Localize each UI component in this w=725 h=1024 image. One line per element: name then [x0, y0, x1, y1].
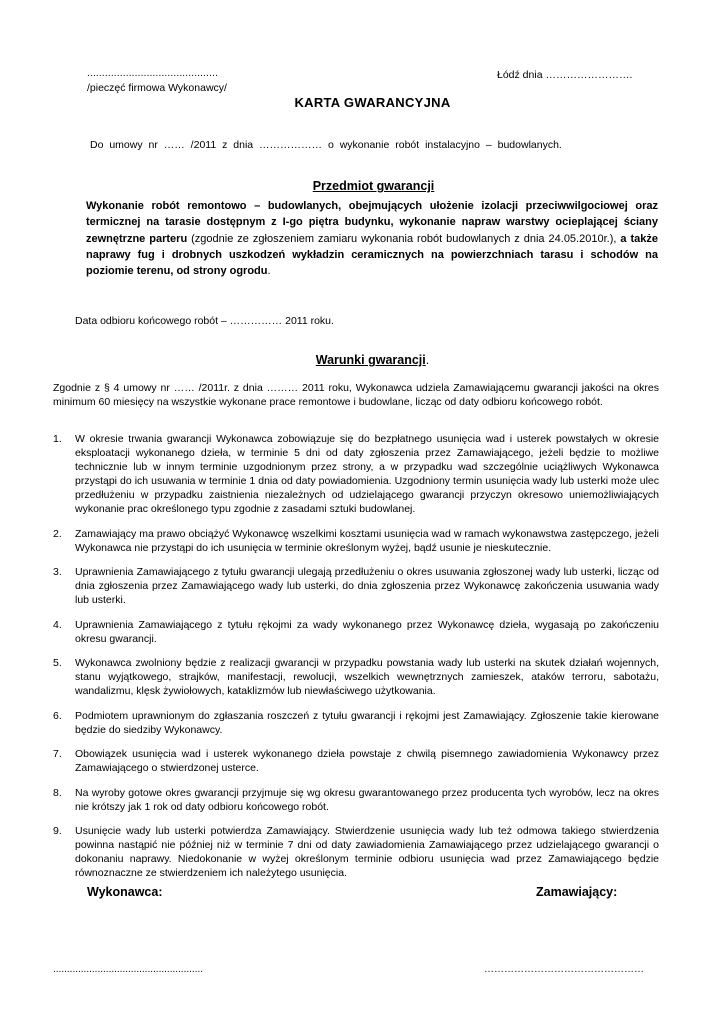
condition-item	[53, 527, 659, 555]
subject-bold-part-1: Wykonanie robót remontowo – budowlanych, obejmujących ułożenie izolacji przeciwwilgociowej oraz termicznej na tarasie dostępnym z I-go piętra budynku, wykonanie napraw warstwy ocieplającej ściany zewnętrzne parteru	[86, 200, 658, 245]
condition-item	[53, 618, 659, 646]
condition-item	[53, 432, 659, 516]
contractor-signature-line: ......................................................	[53, 964, 204, 975]
condition-item	[53, 824, 659, 880]
conditions-intro: Zgodnie z § 4 umowy nr …… /2011r. z dnia ……… 2011 roku, Wykonawca udziela Zamawiającemu gwarancji jakości na okres minimum 60 miesięcy na wszystkie wykonane prace remontowe i budowlane, licząc od daty odbioru końcowego robót.	[53, 382, 659, 408]
condition-item	[53, 656, 659, 698]
condition-text: Na wyroby gotowe okres gwarancji przyjmuje się wg okresu gwarantowanego przez producenta tych wyrobów, lecz na okres nie krótszy jak 1 rok od daty odbioru końcowego robót.	[75, 786, 659, 813]
condition-number: 4.	[53, 618, 62, 631]
condition-number: 8.	[53, 786, 62, 799]
condition-item	[53, 709, 659, 737]
conditions-heading	[0, 353, 725, 367]
condition-number: 6.	[53, 709, 62, 722]
condition-text: Obowiązek usunięcia wad i usterek wykonanego dzieła powstaje z chwilą pisemnego zawiadomienia Wykonawcy przez Zamawiającego o stwierdzonej usterce.	[75, 748, 659, 774]
condition-item	[53, 747, 659, 775]
acceptance-date-line: Data odbioru końcowego robót – …………… 2011 roku.	[75, 315, 334, 327]
stamp-label: /pieczęć firmowa Wykonawcy/	[87, 82, 227, 94]
condition-number: 2.	[53, 527, 62, 540]
condition-number: 9.	[53, 825, 62, 837]
subject-bold-part-2: a także naprawy fug i drobnych uszkodzeń wykładzin ceramicznych na powierzchniach tarasu i schodów na poziomie terenu, od strony ogrodu	[86, 232, 658, 278]
client-signature-label: Zamawiający:	[536, 885, 618, 899]
contractor-signature-label: Wykonawca:	[87, 885, 163, 899]
conditions-list	[53, 432, 659, 891]
condition-number: 7.	[53, 748, 62, 760]
condition-text: Usunięcie wady lub usterki potwierdza Zamawiający. Stwierdzenie usunięcia wady lub też odmowa takiego stwierdzenia powinna nastąpić nie później niż w terminie 7 dni od daty zawiadomienia Zamawiającego przez udzielającego gwarancji o dokonaniu naprawy. Niedokonanie w wyżej określonym terminie odbioru usunięcia wad przez Zamawiającego będzie równoznaczne ze stwierdzeniem ich należytego usunięcia.	[75, 825, 659, 879]
conditions-heading-end: .	[425, 353, 430, 367]
condition-text: Zamawiający ma prawo obciążyć Wykonawcę wszelkimi kosztami usunięcia wad w ramach wykonawstwa zastępczego, jeżeli Wykonawca nie przystąpi do ich usunięcia w terminie określonym wyżej, bądź usunie je nieskutecznie.	[75, 527, 659, 554]
condition-text: Podmiotem uprawnionym do zgłaszania roszczeń z tytułu gwarancji i rękojmi jest Zamawiający. Zgłoszenie takie kierowane będzie do siedziby Wykonawcy.	[75, 709, 659, 736]
subject-end: .	[267, 265, 271, 278]
condition-item	[53, 565, 659, 607]
place-date: Łódź dnia …………………….	[497, 69, 633, 81]
document-title: KARTA GWARANCYJNA	[294, 95, 451, 110]
condition-text: Uprawnienia Zamawiającego z tytułu gwarancji ulegają przedłużeniu o okres usuwania zgłoszonej wady lub usterki, licząc od dnia zgłoszenia przez Zamawiającego wady lub usterki, do dnia zgłoszenia przez Wykonawcę zakończenia usuwania wady lub usterki.	[75, 566, 659, 606]
subject-normal-part: (zgodnie ze zgłoszeniem zamiaru wykonania robót budowlanych z dnia 24.05.2010r.),	[187, 232, 617, 245]
condition-item	[53, 786, 659, 814]
condition-text: W okresie trwania gwarancji Wykonawca zobowiązuje się do bezpłatnego usunięcia wad i usterek powstałych w okresie eksploatacji wykonanego dzieła, w terminie 5 dni od daty zgłoszenia przez Zamawiającego, jeżeli będzie to możliwe technicznie lub w innym terminie uzgodnionym przez strony, a w przypadku wad szczególnie uciążliwych Wykonawca przystąpi do ich usuwania w terminie 1 dnia od daty powiadomienia. Uzgodniony termin usunięcia wady lub usterki może ulec przedłużeniu w przypadku zaistnienia niezależnych od udzielającego gwarancji przyczyn okresowo uniemożliwiających wykonanie prac określonego typu zgodnie z zasadami sztuki budowlanej.	[75, 433, 659, 515]
condition-text: Uprawnienia Zamawiającego z tytułu rękojmi za wady wykonanego przez Wykonawcę dzieła, wygasają po zakończeniu okresu gwarancji.	[75, 618, 659, 645]
contract-line: Do umowy nr …… /2011 z dnia ……………… o wykonanie robót instalacyjno – budowlanych.	[90, 139, 562, 151]
condition-text: Wykonawca zwolniony będzie z realizacji gwarancji w przypadku powstania wady lub usterki na skutek działań wojennych, stanu wyjątkowego, strajków, manifestacji, rewolucji, wszelkich wewnętrznych zamieszek, ataków terroru, sabotażu, wandalizmu, klęsk żywiołowych, kataklizmów lub niewłaściwego użytkowania.	[75, 657, 659, 697]
condition-number: 3.	[53, 566, 62, 578]
stamp-dotted-line: ............................................	[87, 68, 219, 79]
condition-number: 1.	[53, 433, 62, 445]
subject-heading	[0, 179, 725, 193]
subject-text	[86, 198, 658, 279]
subject-heading-text: Przedmiot gwarancji	[312, 179, 435, 193]
condition-number: 5.	[53, 657, 62, 669]
client-signature-line: …………………………………………	[484, 964, 644, 975]
conditions-heading-text: Warunki gwarancji	[315, 353, 426, 367]
